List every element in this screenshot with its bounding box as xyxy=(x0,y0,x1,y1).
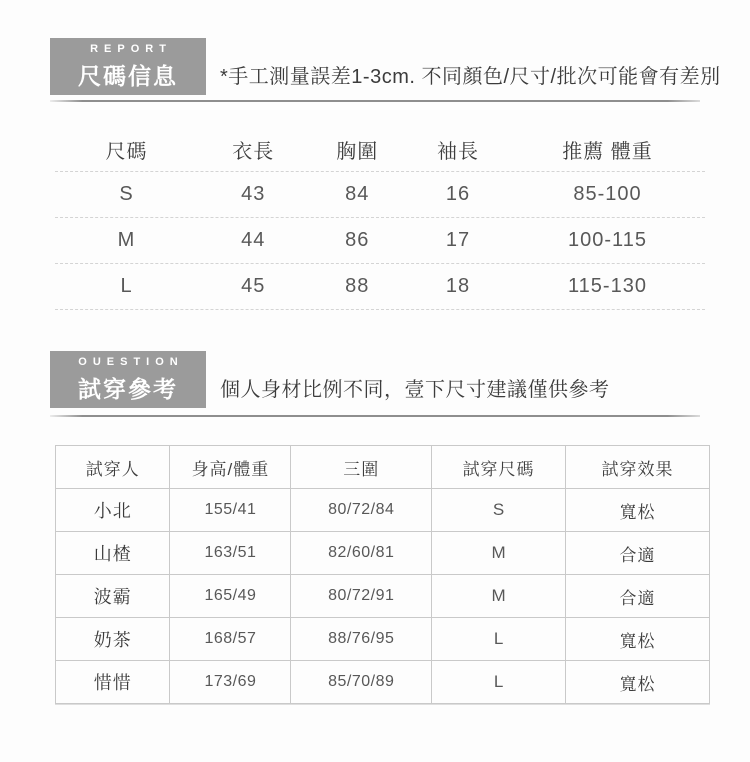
size-value: L xyxy=(120,275,133,297)
fit-section-divider xyxy=(50,415,700,417)
size-table-header-row xyxy=(55,128,705,172)
sleeve-value: 16 xyxy=(445,183,471,205)
tried-size-value: S xyxy=(432,489,566,532)
model-name: 小北 xyxy=(56,489,170,532)
report-badge-zh-label: 尺碼信息 xyxy=(78,62,178,89)
weight-value: 85-100 xyxy=(573,183,642,205)
fit-effect-value: 合適 xyxy=(566,532,710,575)
bust-value: 88 xyxy=(345,275,370,297)
report-badge-en-label: REPORT xyxy=(90,42,172,55)
length-value: 44 xyxy=(241,229,266,251)
bust-value: 86 xyxy=(345,229,370,251)
tried-size-col-header: 試穿尺碼 xyxy=(432,446,566,489)
fit-row-3 xyxy=(56,575,710,618)
fit-row-4 xyxy=(56,618,710,661)
fit-effect-value: 寬松 xyxy=(566,489,710,532)
question-badge-zh-label: 試穿參考 xyxy=(78,375,178,402)
size-col-header: 尺碼 xyxy=(105,141,148,163)
size-table xyxy=(55,128,705,310)
model-name: 惜惜 xyxy=(56,661,170,704)
size-row-l xyxy=(55,264,705,310)
model-col-header: 試穿人 xyxy=(56,446,170,489)
size-value: M xyxy=(117,229,136,251)
measurements-value: 80/72/91 xyxy=(291,575,432,618)
size-row-s xyxy=(55,172,705,218)
fit-section-header xyxy=(50,351,610,408)
height-weight-value: 173/69 xyxy=(170,661,291,704)
height-weight-value: 163/51 xyxy=(170,532,291,575)
fit-reference-note: 個人身材比例不同，壹下尺寸建議僅供參考 xyxy=(220,379,610,401)
fit-row-5 xyxy=(56,661,710,704)
height-weight-col-header: 身高/體重 xyxy=(170,446,291,489)
size-section-divider xyxy=(50,100,700,102)
fit-effect-value: 寬松 xyxy=(566,618,710,661)
tried-size-value: M xyxy=(432,575,566,618)
fit-effect-value: 寬松 xyxy=(566,661,710,704)
height-weight-value: 168/57 xyxy=(170,618,291,661)
weight-value: 100-115 xyxy=(568,229,647,251)
sleeve-value: 18 xyxy=(445,275,471,297)
bust-col-header: 胸圍 xyxy=(336,141,379,163)
sleeve-value: 17 xyxy=(445,229,471,251)
tried-size-value: M xyxy=(432,532,566,575)
weight-col-header: 推薦 體重 xyxy=(562,141,653,163)
height-weight-value: 165/49 xyxy=(170,575,291,618)
fit-table-header-row xyxy=(56,446,710,489)
bust-value: 84 xyxy=(345,183,370,205)
model-name: 山楂 xyxy=(56,532,170,575)
report-badge xyxy=(50,38,206,95)
tried-size-value: L xyxy=(432,618,566,661)
size-section-header xyxy=(50,38,721,95)
weight-value: 115-130 xyxy=(568,275,647,297)
model-name: 奶茶 xyxy=(56,618,170,661)
fit-effect-col-header: 試穿效果 xyxy=(566,446,710,489)
measurements-value: 80/72/84 xyxy=(291,489,432,532)
length-value: 43 xyxy=(241,183,266,205)
length-value: 45 xyxy=(241,275,266,297)
model-name: 波霸 xyxy=(56,575,170,618)
tried-size-value: L xyxy=(432,661,566,704)
sleeve-col-header: 袖長 xyxy=(437,141,479,163)
size-measure-note: *手工測量誤差1-3cm. 不同顏色/尺寸/批次可能會有差別 xyxy=(220,66,721,88)
size-value: S xyxy=(119,183,134,205)
question-badge xyxy=(50,351,206,408)
measurements-value: 82/60/81 xyxy=(291,532,432,575)
size-row-m xyxy=(55,218,705,264)
measurements-value: 85/70/89 xyxy=(291,661,432,704)
fit-row-2 xyxy=(56,532,710,575)
measurements-value: 88/76/95 xyxy=(291,618,432,661)
height-weight-value: 155/41 xyxy=(170,489,291,532)
measurements-col-header: 三圍 xyxy=(291,446,432,489)
fit-row-1 xyxy=(56,489,710,532)
question-badge-en-label: OUESTION xyxy=(78,355,184,368)
fit-table xyxy=(55,445,710,704)
length-col-header: 衣長 xyxy=(232,141,275,163)
fit-effect-value: 合適 xyxy=(566,575,710,618)
